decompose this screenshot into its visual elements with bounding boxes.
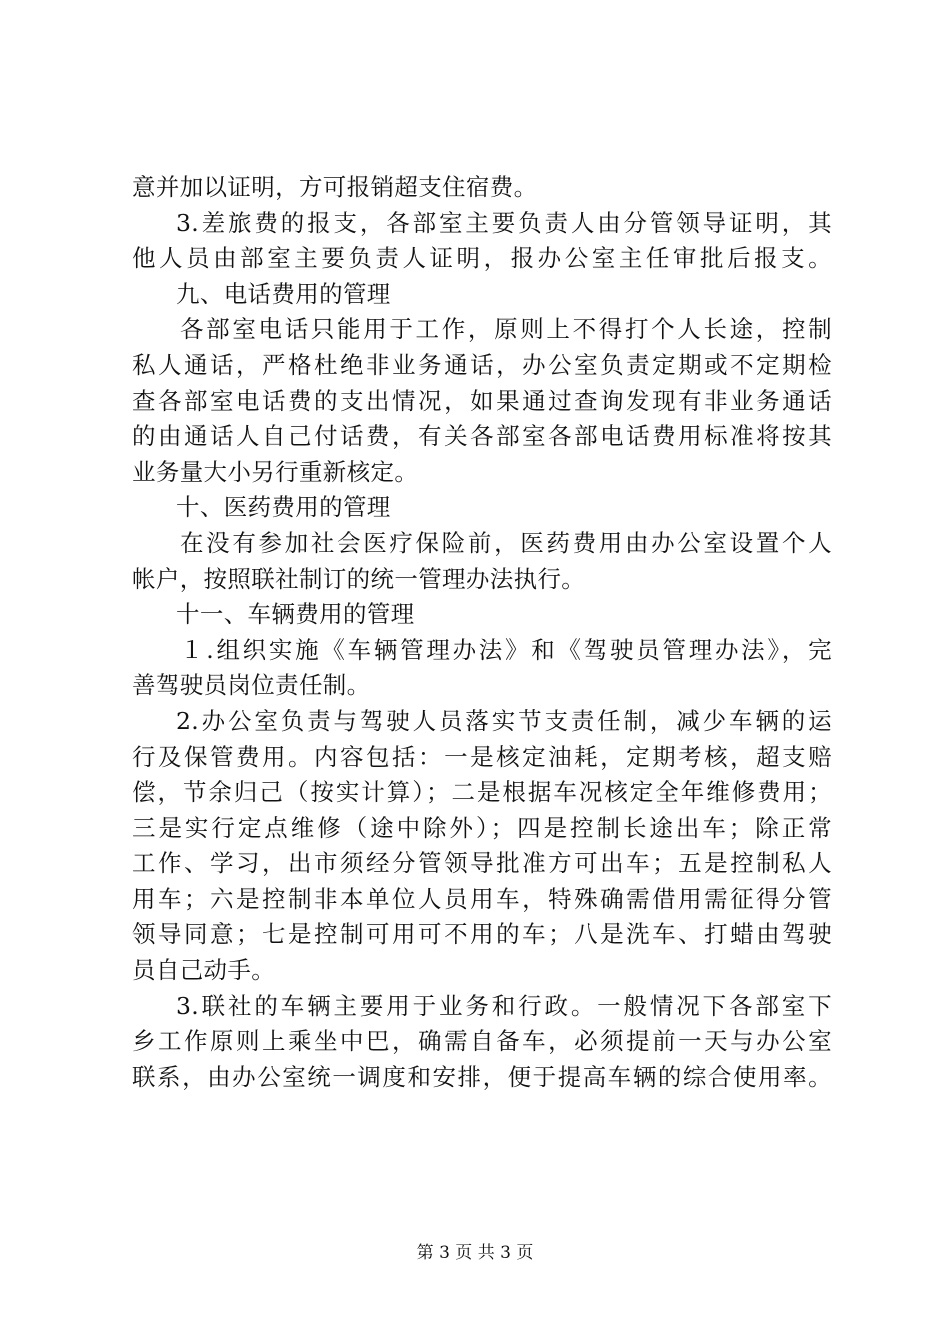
page-footer: 第 3 页 共 3 页: [416, 1243, 534, 1263]
paragraph-line: 在没有参加社会医疗保险前，医药费用由办公室设置个人: [180, 528, 832, 557]
paragraph-line: 偿，节余归己（按实计算）；二是根据车况核定全年维修费用；: [132, 778, 832, 807]
paragraph-line: 的由通话人自己付话费，有关各部室各部电话费用标准将按其: [132, 422, 832, 451]
paragraph-line: 各部室电话只能用于工作，原则上不得打个人长途，控制: [180, 315, 832, 344]
paragraph-line: 私人通话，严格杜绝非业务通话，办公室负责定期或不定期检: [132, 350, 832, 379]
paragraph-line: 意并加以证明，方可报销超支住宿费。: [132, 173, 538, 201]
paragraph-line: 联系，由办公室统一调度和安排，便于提高车辆的综合使用率。: [132, 1062, 832, 1091]
paragraph-line: 三是实行定点维修（途中除外）；四是控制长途出车；除正常: [132, 813, 832, 842]
paragraph-line: 业务量大小另行重新核定。: [132, 457, 419, 486]
document-body: [132, 170, 832, 1095]
paragraph-line: 查各部室电话费的支出情况，如果通过查询发现有非业务通话: [132, 386, 832, 415]
paragraph-line: 善驾驶员岗位责任制。: [132, 671, 371, 700]
paragraph-line: 工作、学习，出市须经分管领导批准方可出车；五是控制私人: [132, 849, 832, 878]
paragraph-line: 2.办公室负责与驾驶人员落实节支责任制，减少车辆的运: [176, 706, 832, 735]
paragraph-line: 帐户，按照联社制订的统一管理办法执行。: [132, 564, 586, 593]
paragraph-line: 行及保管费用。内容包括：一是核定油耗，定期考核，超支赔: [132, 742, 832, 771]
section-heading: 十、医药费用的管理: [176, 493, 391, 522]
paragraph-line: 领导同意；七是控制可用可不用的车；八是洗车、打蜡由驾驶: [132, 920, 832, 949]
paragraph-line: 用车；六是控制非本单位人员用车，特殊确需借用需征得分管: [132, 884, 832, 913]
section-heading: 九、电话费用的管理: [176, 279, 391, 308]
paragraph-line: 3.差旅费的报支，各部室主要负责人由分管领导证明，其: [176, 208, 832, 237]
section-heading: 十一、车辆费用的管理: [176, 600, 415, 629]
paragraph-line: 3.联社的车辆主要用于业务和行政。一般情况下各部室下: [176, 991, 832, 1020]
paragraph-line: 他人员由部室主要负责人证明，报办公室主任审批后报支。: [132, 244, 832, 273]
paragraph-line: １.组织实施《车辆管理办法》和《驾驶员管理办法》，完: [180, 635, 832, 664]
paragraph-line: 员自己动手。: [132, 956, 276, 985]
paragraph-line: 乡工作原则上乘坐中巴，确需自备车，必须提前一天与办公室: [132, 1027, 832, 1056]
